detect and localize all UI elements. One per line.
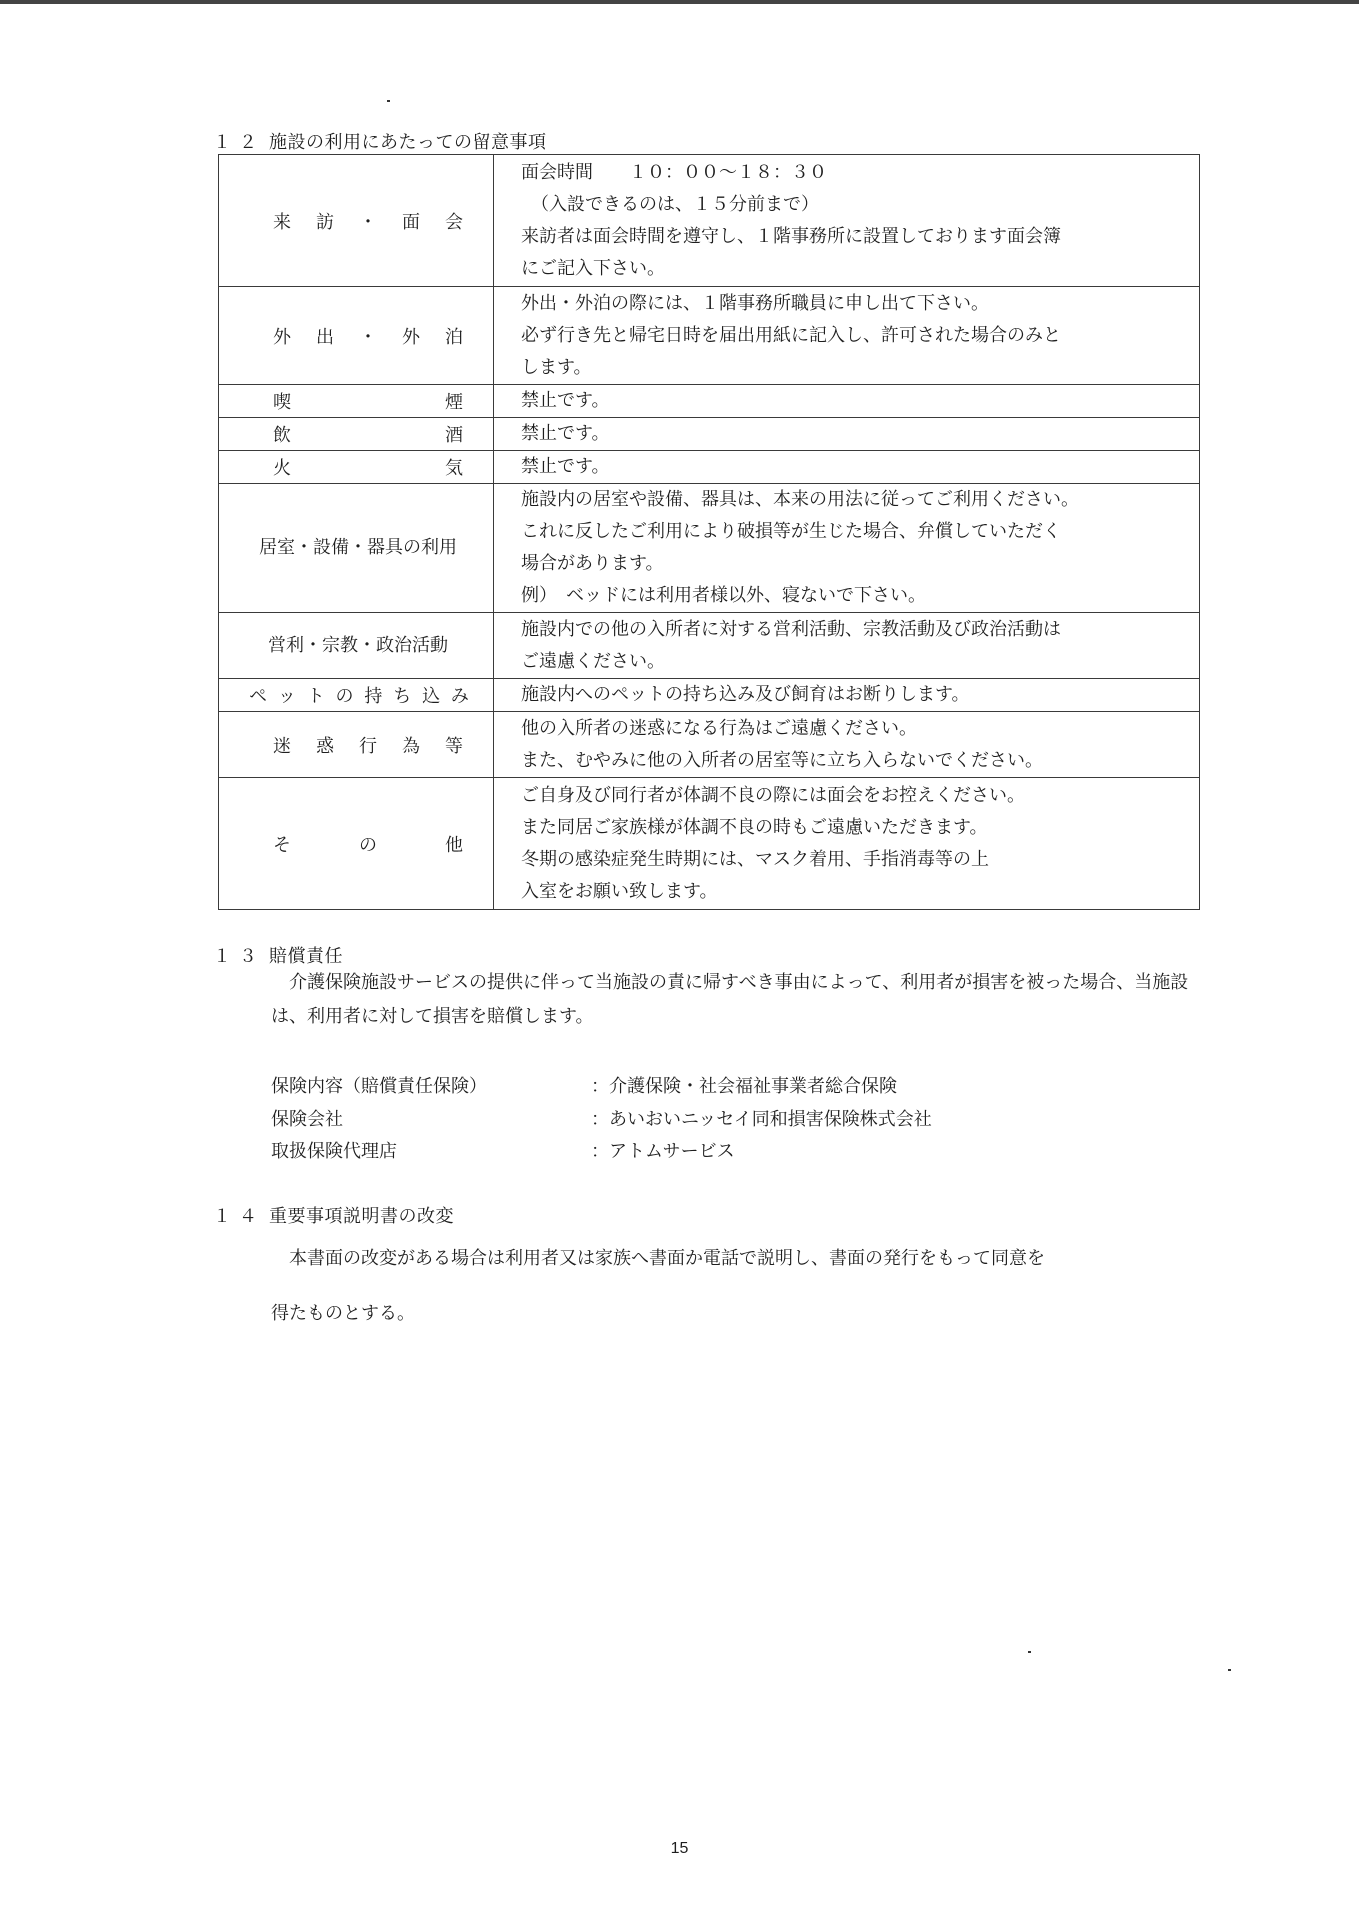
section-title: 賠償責任 — [269, 946, 343, 967]
section-number: １３ — [213, 946, 265, 967]
rule-row — [219, 385, 1200, 418]
amendment-line-1 — [271, 1242, 1191, 1276]
rule-label-char: 持 — [364, 686, 383, 707]
rule-label-char: 外 — [273, 326, 291, 348]
rule-label-cell — [219, 712, 494, 778]
section-number: １２ — [213, 132, 265, 153]
rule-content-line: 場合があります。 — [521, 553, 664, 574]
rule-label-char: 煙 — [445, 392, 463, 413]
rule-content-cell — [494, 484, 1200, 613]
rule-content-cell — [494, 613, 1200, 679]
rule-label-char: み — [450, 686, 469, 707]
rule-content-line: 他の入所者の迷惑になる行為はご遠慮ください。 — [521, 717, 917, 739]
rule-row — [219, 155, 1200, 287]
rule-content-line: 冬期の感染症発生時期には、マスク着用、手指消毒等の上 — [521, 848, 989, 870]
section-12-heading — [213, 128, 547, 154]
section-title: 施設の利用にあたっての留意事項 — [269, 132, 547, 153]
insurance-key: 保険会社 — [271, 1109, 343, 1130]
rule-content-line: 面会時間 １０：００〜１８：３０ — [521, 161, 827, 183]
rule-label-char: 迷 — [273, 735, 291, 757]
rule-label-char: 他 — [445, 834, 463, 856]
rule-label-char: ・ — [359, 326, 377, 348]
stray-mark — [387, 100, 390, 102]
rule-content-line: にご記入下さい。 — [521, 257, 665, 279]
rule-content-cell — [494, 712, 1200, 778]
rule-content-line: 施設内へのペットの持ち込み及び飼育はお断りします。 — [521, 684, 970, 705]
insurance-row — [271, 1072, 897, 1098]
rule-content-line: 例） ベッドには利用者様以外、寝ないで下さい。 — [521, 585, 926, 606]
rule-content-cell — [494, 287, 1200, 385]
rule-label-char: 来 — [273, 211, 291, 233]
rule-label-char: 為 — [402, 735, 420, 757]
rule-label-char: 行 — [359, 735, 377, 757]
rule-row — [219, 451, 1200, 484]
rule-label-cell — [219, 679, 494, 712]
amendment-text: 本書面の改変がある場合は利用者又は家族へ書面か電話で説明し、書面の発行をもって同意を — [271, 1248, 1045, 1269]
rule-content-line: します。 — [521, 356, 592, 378]
rule-label-char: ペ — [249, 686, 267, 707]
rule-content-cell — [494, 679, 1200, 712]
amendment-text: 得たものとする。 — [271, 1303, 415, 1324]
rule-label-char: 外 — [402, 326, 420, 348]
rule-label-char: 泊 — [445, 326, 463, 348]
rule-content-line: また同居ご家族様が体調不良の時もご遠慮いただきます。 — [521, 816, 988, 838]
rule-label-cell — [219, 778, 494, 910]
rule-label-char: ッ — [277, 686, 296, 707]
rule-label-cell — [219, 155, 494, 287]
rule-content-line: （入設できるのは、１５分前まで） — [531, 193, 819, 215]
rule-content-line: 施設内での他の入所者に対する営利活動、宗教活動及び政治活動は — [521, 618, 1061, 640]
rule-content-line: ご遠慮ください。 — [521, 650, 665, 672]
section-title: 重要事項説明書の改変 — [269, 1206, 454, 1227]
amendment-line-2 — [271, 1297, 1191, 1331]
rule-label-char: 面 — [402, 211, 420, 233]
scan-top-edge — [0, 0, 1359, 4]
insurance-row — [271, 1137, 735, 1163]
rule-label-char: の — [335, 686, 354, 707]
rule-label-cell — [219, 613, 494, 679]
rule-content-line: ご自身及び同行者が体調不良の際には面会をお控えください。 — [521, 784, 1025, 806]
rule-label-char: ト — [306, 686, 325, 707]
page-number: 15 — [670, 1840, 689, 1857]
insurance-key: 保険内容（賠償責任保険） — [271, 1076, 487, 1097]
rule-row — [219, 778, 1200, 910]
rule-row — [219, 287, 1200, 385]
rule-label-char: 酒 — [445, 425, 463, 446]
liability-paragraph — [271, 966, 1191, 1034]
rule-content-cell — [494, 418, 1200, 451]
rule-row — [219, 484, 1200, 613]
insurance-row — [271, 1105, 932, 1131]
rule-label-char: そ — [273, 834, 291, 856]
rule-content-line: これに反したご利用により破損等が生じた場合、弁償していただく — [521, 521, 1061, 542]
liability-text: 介護保険施設サービスの提供に伴って当施設の責に帰すべき事由によって、利用者が損害を被った場合、当施設は、利用者に対して損害を賠償します。 — [271, 972, 1189, 1027]
rule-label-cell — [219, 451, 494, 484]
rule-label-char: 火 — [273, 458, 291, 479]
rule-content-line: 必ず行き先と帰宅日時を届出用紙に記入し、許可された場合のみと — [521, 324, 1061, 346]
insurance-value: ：あいおいニッセイ同和損害保険株式会社 — [591, 1109, 932, 1130]
rule-content-cell — [494, 155, 1200, 287]
rule-content-line: また、むやみに他の入所者の居室等に立ち入らないでください。 — [521, 749, 1043, 771]
rule-row — [219, 679, 1200, 712]
rule-label-char: 訪 — [316, 211, 334, 233]
rule-row — [219, 418, 1200, 451]
section-number: １４ — [213, 1206, 265, 1227]
insurance-key: 取扱保険代理店 — [271, 1141, 397, 1162]
rule-label-char: 会 — [445, 211, 463, 233]
section-14-heading — [213, 1202, 454, 1228]
rule-label-char: 飲 — [273, 425, 291, 446]
section-13-heading — [213, 942, 343, 968]
rule-label: 営利・宗教・政治活動 — [268, 634, 448, 656]
insurance-value: ：介護保険・社会福祉事業者総合保険 — [591, 1076, 897, 1097]
facility-rules-table — [218, 154, 1200, 910]
rule-label-char: ・ — [359, 211, 377, 233]
rule-label-char: ち — [393, 686, 412, 707]
rule-label: 居室・設備・器具の利用 — [259, 537, 457, 558]
rule-content-line: 禁止です。 — [521, 390, 610, 411]
rule-content-line: 施設内の居室や設備、器具は、本来の用法に従ってご利用ください。 — [521, 489, 1079, 510]
rule-content-line: 入室をお願い致します。 — [521, 880, 718, 902]
rule-label-char: 惑 — [316, 735, 334, 757]
rule-content-cell — [494, 385, 1200, 418]
stray-mark — [1228, 1669, 1231, 1671]
rule-label-cell — [219, 385, 494, 418]
stray-mark — [1028, 1651, 1031, 1653]
rule-content-line: 禁止です。 — [521, 456, 610, 477]
rule-content-line: 外出・外泊の際には、１階事務所職員に申し出て下さい。 — [521, 292, 989, 314]
rule-content-line: 来訪者は面会時間を遵守し、１階事務所に設置しております面会簿 — [521, 225, 1061, 247]
rule-row — [219, 712, 1200, 778]
rule-row — [219, 613, 1200, 679]
rule-label-char: 込 — [422, 686, 441, 707]
rule-label-cell — [219, 418, 494, 451]
rule-content-cell — [494, 778, 1200, 910]
rule-label-char: 出 — [316, 326, 334, 348]
rule-label-char: 等 — [445, 735, 463, 757]
rule-content-line: 禁止です。 — [521, 423, 610, 444]
rule-label-cell — [219, 287, 494, 385]
rule-label-char: の — [359, 834, 377, 856]
rule-content-cell — [494, 451, 1200, 484]
insurance-value: ：アトムサービス — [591, 1141, 735, 1162]
rule-label-cell — [219, 484, 494, 613]
rule-label-char: 気 — [445, 458, 463, 479]
rule-label-char: 喫 — [273, 392, 291, 413]
